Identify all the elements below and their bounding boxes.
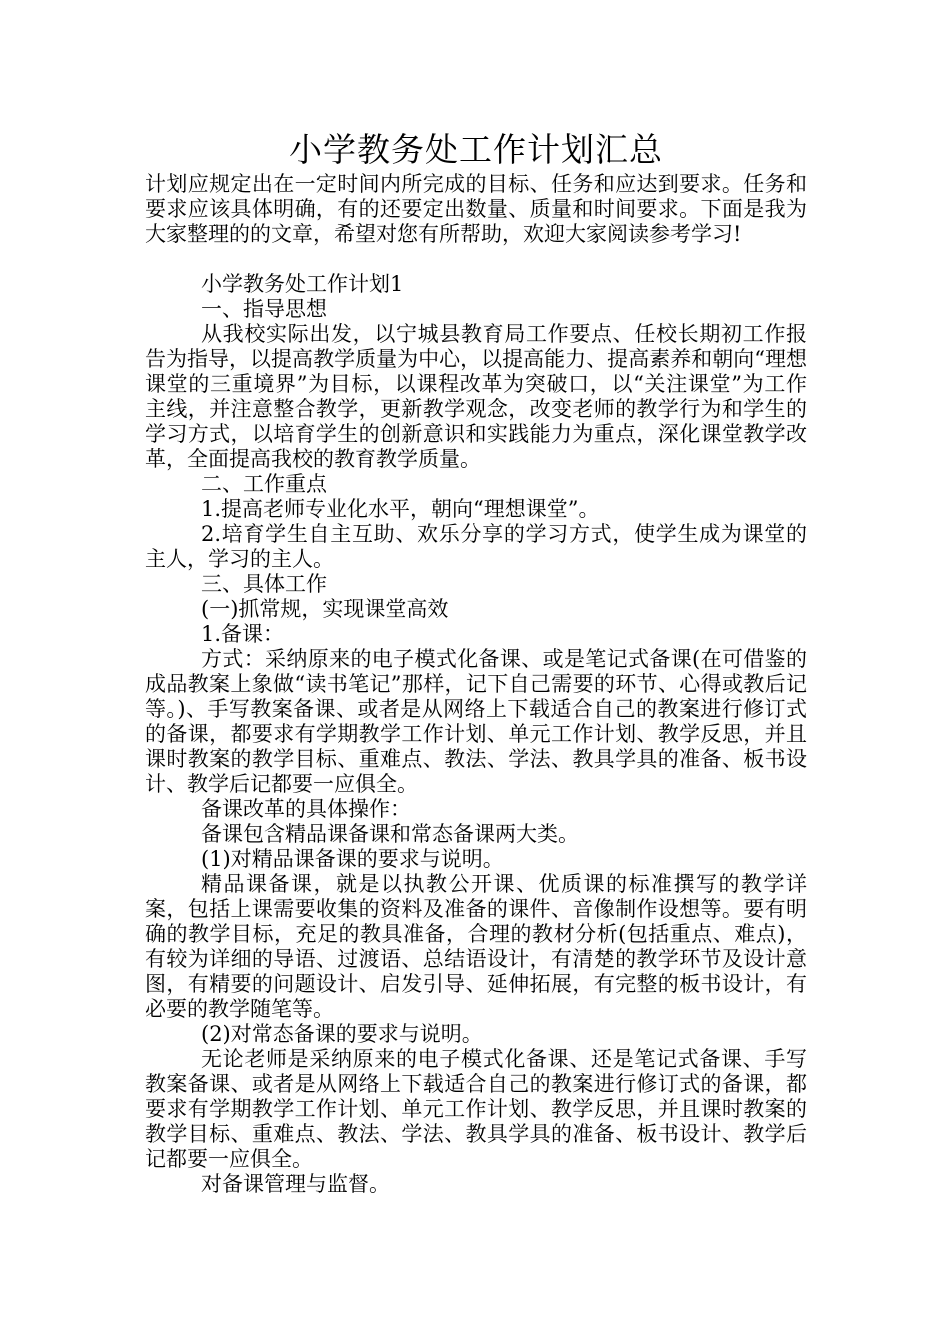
body-paragraph: 方式：采纳原来的电子模式化备课、或是笔记式备课(在可借鉴的成品教案上象做“读书笔记”那样，记下自己需要的环节、心得或教后记等。)、手写教案备课、或者是从网络上下载适合自己的教案进行修订式的备课，都要求有学期教学工作计划、单元工作计划、教学反思，并且课时教案的教学目标、重难点、教法、学法、教具学具的准备、板书设计、教学后记都要一应俱全。 xyxy=(145,647,807,796)
body-paragraph: 备课改革的具体操作： xyxy=(201,797,411,821)
body-paragraph: 小学教务处工作计划1 xyxy=(201,272,404,296)
body-paragraph: 二、工作重点 xyxy=(201,472,327,496)
document-page xyxy=(145,128,807,1197)
body-paragraph: 无论老师是采纳原来的电子模式化备课、还是笔记式备课、手写教案备课、或者是从网络上下载适合自己的教案进行修订式的备课，都要求有学期教学工作计划、单元工作计划、教学反思，并且课时教案的教学目标、重难点、教法、学法、教具学具的准备、板书设计、教学后记都要一应俱全。 xyxy=(145,1047,807,1171)
body-paragraph: 2.培育学生自主互助、欢乐分享的学习方式，使学生成为课堂的主人，学习的主人。 xyxy=(145,522,807,571)
body-paragraph: (1)对精品课备课的要求与说明。 xyxy=(201,847,504,871)
document-body xyxy=(145,172,807,1197)
body-paragraph: 从我校实际出发，以宁城县教育局工作要点、任校长期初工作报告为指导，以提高教学质量为中心，以提高能力、提高素养和朝向“理想课堂的三重境界”为目标，以课程改革为突破口，以“关注课堂”为工作主线，并注意整合教学，更新教学观念，改变老师的教学行为和学生的学习方式，以培育学生的创新意识和实践能力为重点，深化课堂教学改革，全面提高我校的教育教学质量。 xyxy=(145,322,807,471)
document-title: 小学教务处工作计划汇总 xyxy=(289,130,663,169)
body-paragraph: 一、指导思想 xyxy=(201,297,327,321)
body-paragraph: 1.提高老师专业化水平，朝向“理想课堂”。 xyxy=(201,497,600,521)
body-paragraph: (2)对常态备课的要求与说明。 xyxy=(201,1022,483,1046)
blank-line xyxy=(145,247,807,272)
body-paragraph: 备课包含精品课备课和常态备课两大类。 xyxy=(201,822,579,846)
body-paragraph: 对备课管理与监督。 xyxy=(201,1172,390,1196)
body-paragraph: 1.备课： xyxy=(201,622,285,646)
body-paragraph: 三、具体工作 xyxy=(201,572,327,596)
body-paragraph: 计划应规定出在一定时间内所完成的目标、任务和应达到要求。任务和要求应该具体明确，有的还要定出数量、质量和时间要求。下面是我为大家整理的的文章，希望对您有所帮助，欢迎大家阅读参考学习! xyxy=(145,172,807,246)
body-paragraph: 精品课备课，就是以执教公开课、优质课的标准撰写的教学详案，包括上课需要收集的资料及准备的课件、音像制作设想等。要有明确的教学目标，充足的教具准备，合理的教材分析(包括重点、难点)，有较为详细的导语、过渡语、总结语设计，有清楚的教学环节及设计意图，有精要的问题设计、启发引导、延伸拓展，有完整的板书设计，有必要的教学随笔等。 xyxy=(145,872,807,1021)
body-paragraph: (一)抓常规，实现课堂高效 xyxy=(201,597,449,621)
